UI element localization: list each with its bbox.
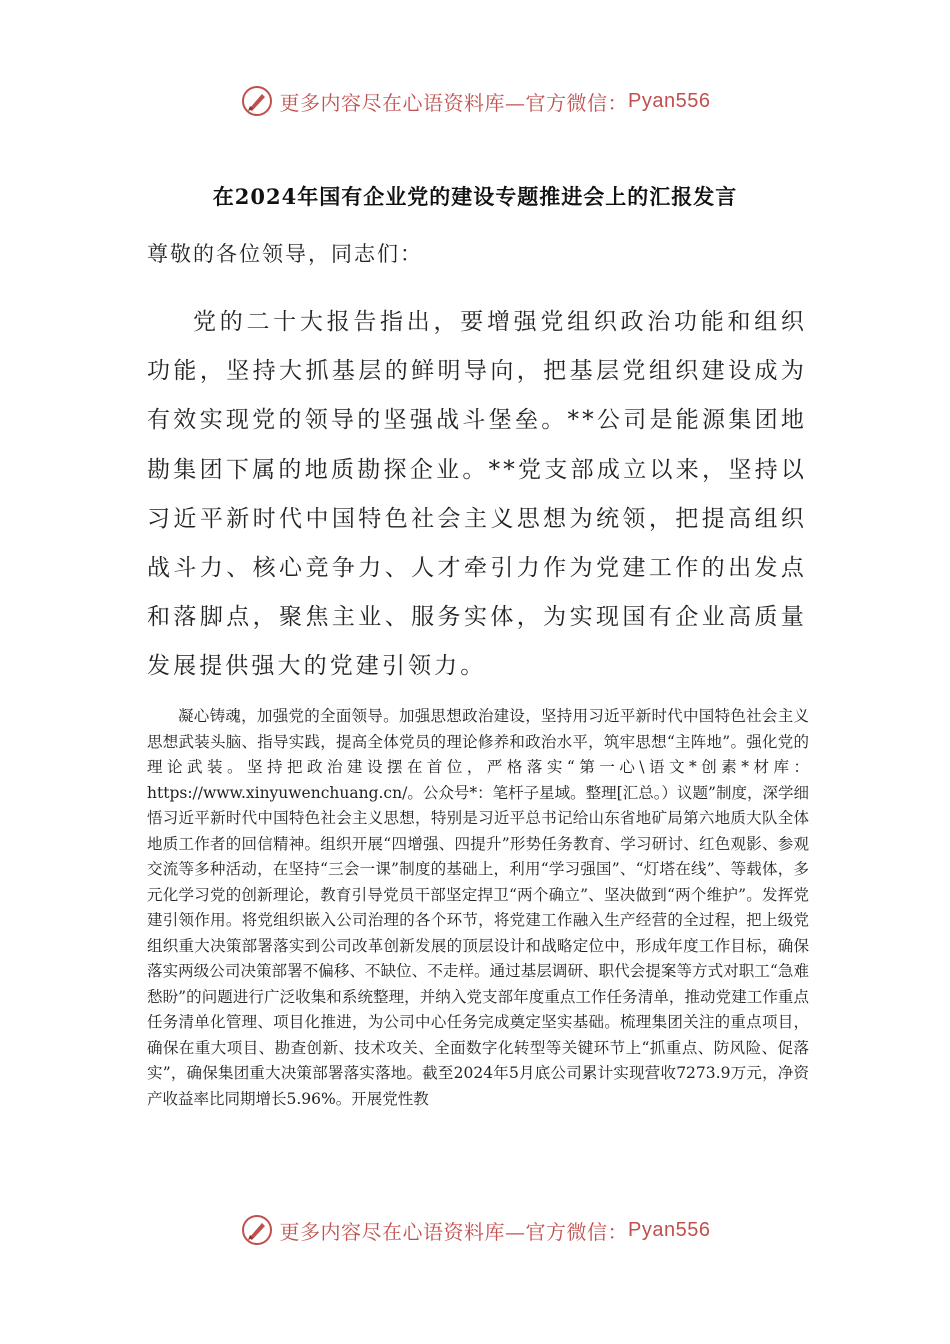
footer-watermark bbox=[0, 1213, 950, 1247]
watermark-wechat-id: Pyan556 bbox=[628, 1218, 711, 1241]
watermark-text: 更多内容尽在心语资料库—官方微信： bbox=[279, 90, 629, 115]
pen-logo-icon bbox=[240, 1213, 274, 1247]
body-paragraph: 凝心铸魂，加强党的全面领导。加强思想政治建设，坚持用习近平新时代中国特色社会主义思想武装头脑、指导实践，提高全体党员的理论修养和政治水平，筑牢思想“主阵地”。强化党的理论武装。坚持把政治建设摆在首位，严格落实“第一心\语文*创素*材库：https://www.xinyuwenchuang.cn/。公众号*：笔杆子星域。整理[汇总。）议题”制度，深学细悟习近平新时代中国特色社会主义思想，特别是习近平总书记给山东省地矿局第六地质大队全体地质工作者的回信精神。组织开展“四增强、四提升”形势任务教育、学习研讨、红色观影、参观交流等多种活动，在坚持“三会一课”制度的基础上，利用“学习强国”、“灯塔在线”、等载体，多元化学习党的创新理论，教育引导党员干部坚定捍卫“两个确立”、坚决做到“两个维护”。发挥党建引领作用。将党组织嵌入公司治理的各个环节，将党建工作融入生产经营的全过程，把上级党组织重大决策部署落实到公司改革创新发展的顶层设计和战略定位中，形成年度工作目标，确保落实两级公司决策部署不偏移、不缺位、不走样。通过基层调研、职代会提案等方式对职工“急难愁盼”的问题进行广泛收集和系统整理，并纳入党支部年度重点工作任务清单，推动党建工作重点任务清单化管理、项目化推进，为公司中心任务完成奠定坚实基础。梳理集团关注的重点项目，确保在重大项目、勘查创新、技术攻关、全面数字化转型等关键环节上“抓重点、防风险、促落实”，确保集团重大决策部署落实落地。截至2024年5月底公司累计实现营收7273.9万元，净资产收益率比同期增长5.96%。开展党性教 bbox=[147, 707, 809, 1108]
salutation: 尊敬的各位领导，同志们： bbox=[147, 242, 423, 266]
watermark-wechat-id: Pyan556 bbox=[628, 89, 711, 112]
pen-logo-icon bbox=[240, 84, 274, 118]
document-title: 在2024年国有企业党的建设专题推进会上的汇报发言 bbox=[212, 184, 738, 209]
watermark-text: 更多内容尽在心语资料库—官方微信： bbox=[279, 1219, 629, 1244]
intro-paragraph: 党的二十大报告指出，要增强党组织政治功能和组织功能，坚持大抓基层的鲜明导向，把基层党组织建设成为有效实现党的领导的坚强战斗堡垒。**公司是能源集团地勘集团下属的地质勘探企业。**党支部成立以来，坚持以习近平新时代中国特色社会主义思想为统领，把提高组织战斗力、核心竞争力、人才牵引力作为党建工作的出发点和落脚点，聚焦主业、服务实体，为实现国有企业高质量发展提供强大的党建引领力。 bbox=[147, 309, 807, 680]
header-watermark bbox=[0, 84, 950, 118]
